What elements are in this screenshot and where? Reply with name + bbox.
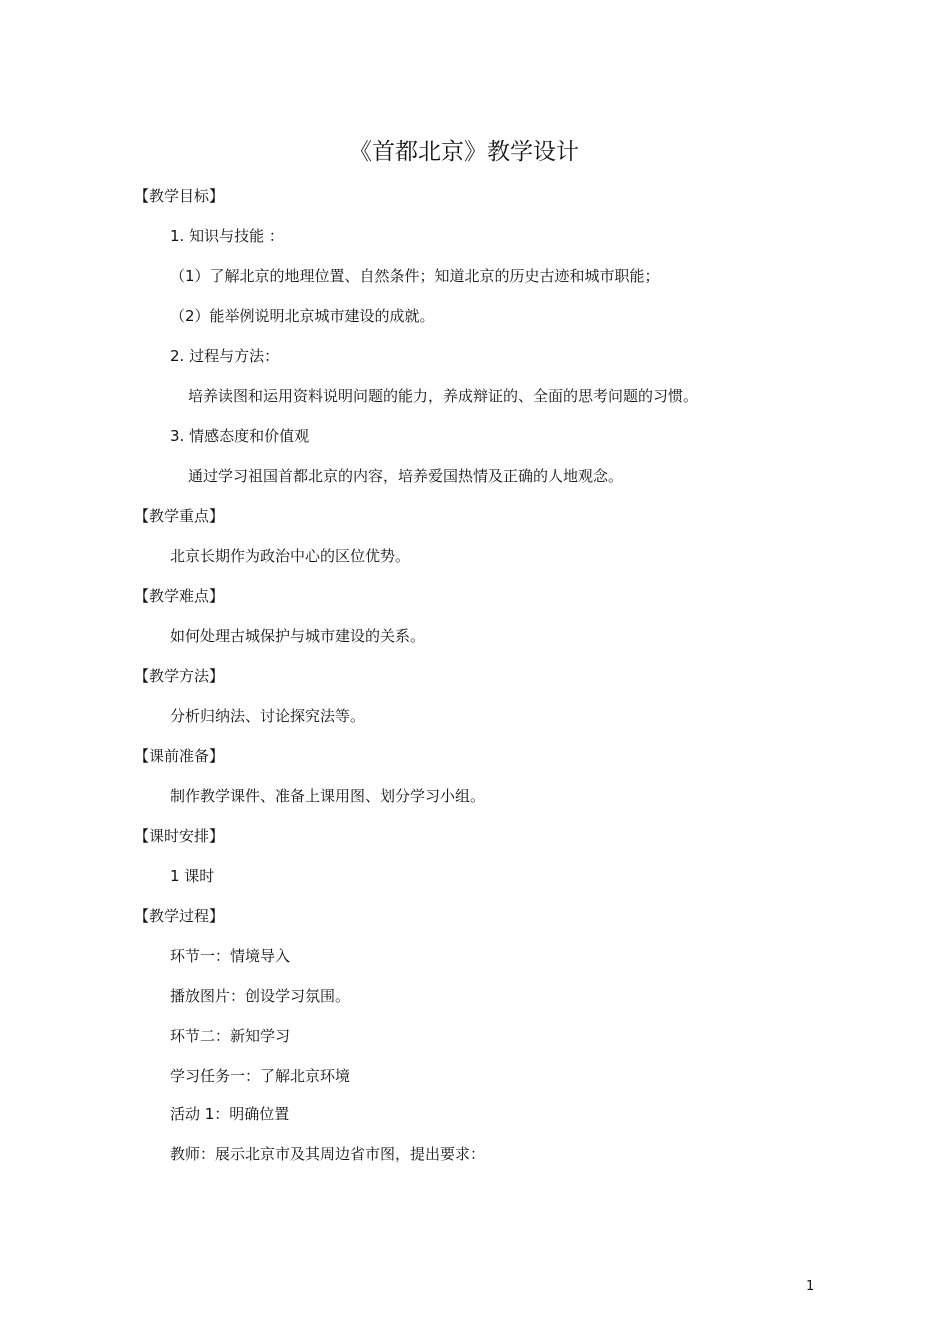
heading-process: 【教学过程】 <box>134 907 225 925</box>
process-step-2: 环节二：新知学习 <box>170 1027 291 1045</box>
objective-item-1: （1）了解北京的地理位置、自然条件；知道北京的历史古迹和城市职能； <box>170 267 660 285</box>
methods-text: 分析归纳法、讨论探究法等。 <box>170 707 366 725</box>
objective-item-2: （2）能举例说明北京城市建设的成就。 <box>170 307 435 325</box>
objective-values-text: 通过学习祖国首都北京的内容，培养爱国热情及正确的人地观念。 <box>188 467 624 485</box>
learning-task-1: 学习任务一：了解北京环境 <box>170 1067 351 1085</box>
objective-process-text: 培养读图和运用资料说明问题的能力，养成辩证的、全面的思考问题的习惯。 <box>188 387 699 405</box>
heading-teaching-objectives: 【教学目标】 <box>134 187 225 205</box>
heading-difficulties: 【教学难点】 <box>134 587 225 605</box>
process-step-1: 环节一：情境导入 <box>170 947 291 965</box>
objective-knowledge-skills: 1. 知识与技能 ： <box>170 227 284 245</box>
page-number: 1 <box>806 1279 815 1294</box>
schedule-text: 1 课时 <box>170 867 215 885</box>
preparation-text: 制作教学课件、准备上课用图、划分学习小组。 <box>170 787 486 805</box>
document-title: 《首都北京》教学设计 <box>349 139 579 165</box>
difficulties-text: 如何处理古城保护与城市建设的关系。 <box>170 627 426 645</box>
key-points-text: 北京长期作为政治中心的区位优势。 <box>170 547 411 565</box>
heading-key-points: 【教学重点】 <box>134 507 225 525</box>
teacher-instruction: 教师：展示北京市及其周边省市图，提出要求： <box>170 1145 486 1163</box>
objective-process-methods: 2. 过程与方法： <box>170 347 280 365</box>
activity-1: 活动 1：明确位置 <box>170 1105 290 1123</box>
process-step-1-text: 播放图片：创设学习氛围。 <box>170 987 351 1005</box>
heading-methods: 【教学方法】 <box>134 667 225 685</box>
heading-preparation: 【课前准备】 <box>134 747 225 765</box>
objective-values: 3. 情感态度和价值观 <box>170 427 310 445</box>
heading-schedule: 【课时安排】 <box>134 827 225 845</box>
